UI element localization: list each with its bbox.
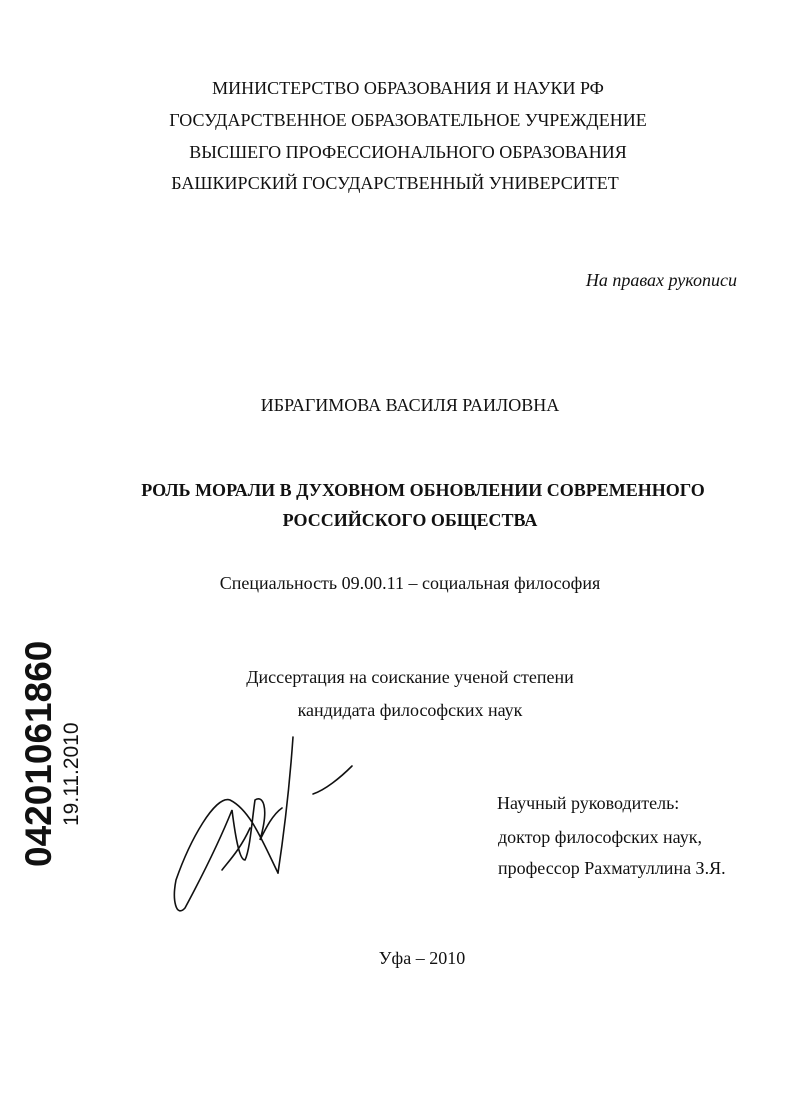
specialty: Специальность 09.00.11 – социальная философия [219, 573, 601, 593]
author-name: ИБРАГИМОВА ВАСИЛЯ РАИЛОВНА [260, 395, 560, 415]
supervisor-degree: доктор философских наук, [498, 827, 702, 847]
supervisor-name: профессор Рахматуллина З.Я. [498, 858, 726, 878]
stamp-date: 19.11.2010 [60, 722, 83, 826]
degree-line1: Диссертация на соискание ученой степени [246, 667, 574, 687]
dissertation-title-line2: РОССИЙСКОГО ОБЩЕСТВА [282, 510, 538, 530]
header-line-university: БАШКИРСКИЙ ГОСУДАРСТВЕННЫЙ УНИВЕРСИТЕТ [171, 173, 619, 193]
degree-line2: кандидата философских наук [297, 700, 523, 720]
dissertation-title-line1: РОЛЬ МОРАЛИ В ДУХОВНОМ ОБНОВЛЕНИИ СОВРЕМЕННОГО [141, 480, 705, 500]
header-line-institution: ГОСУДАРСТВЕННОЕ ОБРАЗОВАТЕЛЬНОЕ УЧРЕЖДЕНИЕ [169, 110, 647, 130]
place-year: Уфа – 2010 [378, 948, 466, 968]
stamp-number: 04201061860 [18, 640, 59, 867]
header-line-higher-education: ВЫСШЕГО ПРОФЕССИОНАЛЬНОГО ОБРАЗОВАНИЯ [189, 142, 627, 162]
manuscript-note: На правах рукописи [585, 270, 737, 290]
header-line-ministry: МИНИСТЕРСТВО ОБРАЗОВАНИЯ И НАУКИ РФ [212, 78, 604, 98]
supervisor-label: Научный руководитель: [497, 793, 680, 813]
